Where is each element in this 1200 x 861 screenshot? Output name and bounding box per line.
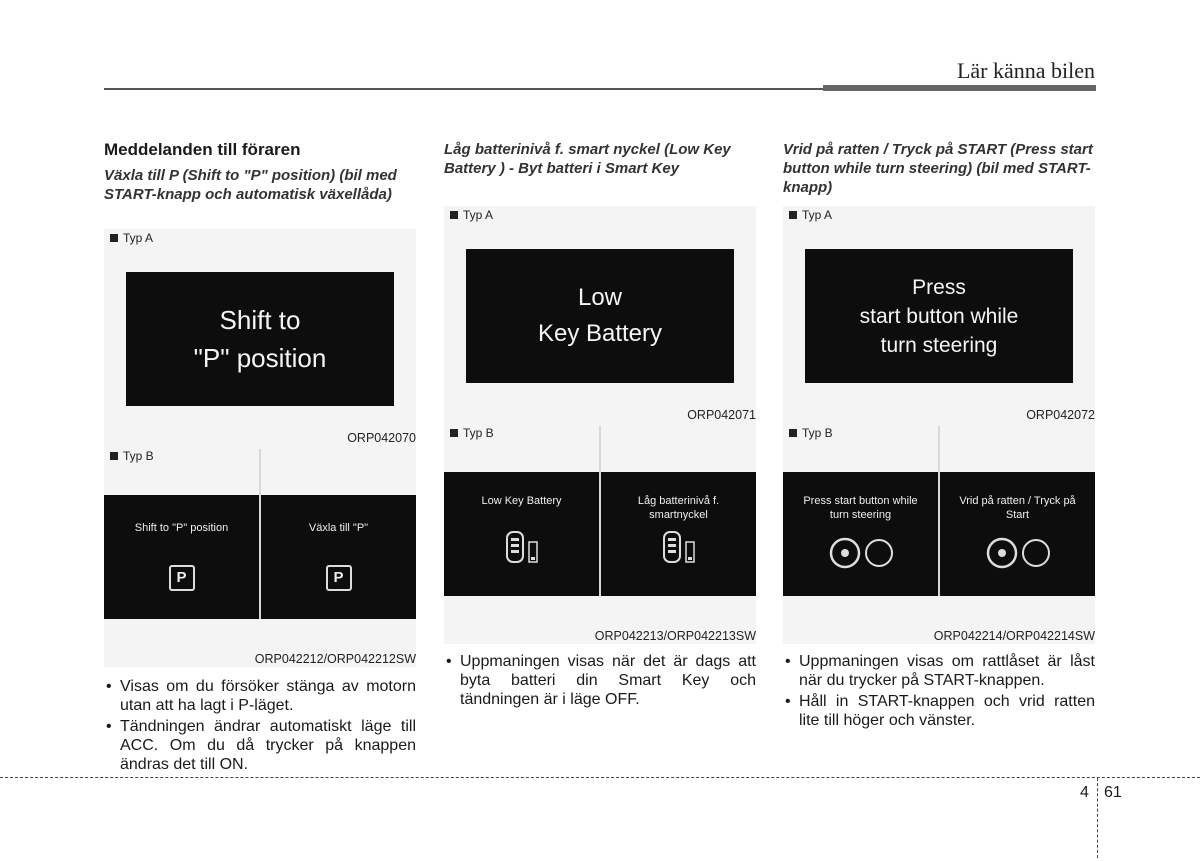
footer-rule: [0, 777, 1200, 778]
figure-typ-a-battery: [444, 206, 756, 426]
list-item: • Visas om du försöker stänga av motorn utan att ha lagt i P-läget.: [104, 677, 416, 715]
square-icon: [110, 234, 118, 242]
display-screen-left: Press start button while turn steering: [783, 472, 938, 596]
display-line: Low: [577, 284, 623, 311]
typ-b-label: Typ B: [463, 426, 494, 440]
figure-code: ORP042214/ORP042214SW: [933, 629, 1095, 643]
square-icon: [789, 429, 797, 437]
key-fob-battery-icon: [497, 530, 547, 564]
list-item: • Tändningen ändrar automatiskt läge till ACC. Om du då trycker på knappen ändras det till ON.: [104, 717, 416, 774]
display-screen-right: Vrid på ratten / Tryck på Start: [940, 472, 1095, 596]
figure-typ-a-start: [783, 206, 1095, 426]
display-screen: [466, 249, 734, 383]
display-line: "P" position: [193, 343, 327, 373]
display-screen: [805, 249, 1073, 383]
figure-typ-b-start: [783, 426, 1095, 644]
subsection-heading: Vrid på ratten / Tryck på START (Press start button while turn steering) (bil med START-knapp): [783, 141, 1093, 196]
subsection-heading: Låg batterinivå f. smart nyckel (Low Key Battery ) - Byt batteri i Smart Key: [444, 141, 731, 177]
square-icon: [110, 452, 118, 460]
steering-start-icon: [978, 536, 1058, 570]
figure-code: ORP042070: [347, 431, 416, 445]
bullet-list: [104, 677, 416, 776]
header-rule-accent: [823, 85, 1096, 91]
list-item: • Uppmaningen visas när det är dags att byta batteri din Smart Key och tändningen är i läge OFF.: [444, 652, 756, 709]
figure-code: ORP042072: [1026, 408, 1095, 422]
display-screen-left: Shift to "P" position P: [104, 495, 259, 619]
list-item: • Uppmaningen visas om rattlåset är låst när du trycker på START-knappen.: [783, 652, 1095, 690]
display-line: Key Battery: [537, 320, 663, 347]
square-icon: [789, 211, 797, 219]
bullet-list: [444, 652, 756, 711]
typ-a-label: Typ A: [802, 208, 833, 222]
key-fob-battery-icon: [654, 530, 704, 564]
bullet-list: [783, 652, 1095, 732]
square-icon: [450, 429, 458, 437]
page-number: 61: [1104, 784, 1122, 801]
park-p-icon: P: [326, 565, 352, 591]
display-screen-right: Låg batterinivå f. smartnyckel: [601, 472, 756, 596]
column-press-start: [783, 140, 1097, 197]
subsection-heading: Växla till P (Shift to "P" position) (bil med START-knapp och automatisk växellåda): [104, 167, 397, 203]
typ-a-label: Typ A: [463, 208, 494, 222]
typ-b-label: Typ B: [802, 426, 833, 440]
display-screen-left: Low Key Battery: [444, 472, 599, 596]
figure-typ-b-battery: [444, 426, 756, 644]
figure-code: ORP042071: [687, 408, 756, 422]
park-p-icon: P: [169, 565, 195, 591]
figure-code: ORP042213/ORP042213SW: [594, 629, 756, 643]
steering-start-icon: [821, 536, 901, 570]
page-header-title: Lär känna bilen: [956, 58, 1095, 83]
display-line: start button while: [859, 304, 1019, 328]
display-screen: [126, 272, 394, 406]
display-line: Press: [912, 275, 966, 299]
display-line: turn steering: [880, 333, 998, 357]
figure-code: ORP042212/ORP042212SW: [254, 652, 416, 666]
figure-typ-a-shift: [104, 229, 416, 449]
figure-typ-b-shift: [104, 449, 416, 667]
display-line: Shift to: [219, 305, 301, 335]
typ-a-label: Typ A: [123, 231, 154, 245]
chapter-number: 4: [1080, 784, 1089, 801]
section-heading: Meddelanden till föraren: [104, 140, 301, 159]
typ-b-label: Typ B: [123, 449, 154, 463]
list-item: • Håll in START-knappen och vrid ratten lite till höger och vänster.: [783, 692, 1095, 730]
column-low-key-battery: [444, 140, 758, 178]
display-screen-right: Växla till "P" P: [261, 495, 416, 619]
footer-divider: [1097, 778, 1098, 858]
square-icon: [450, 211, 458, 219]
column-shift-to-p: [104, 140, 418, 204]
